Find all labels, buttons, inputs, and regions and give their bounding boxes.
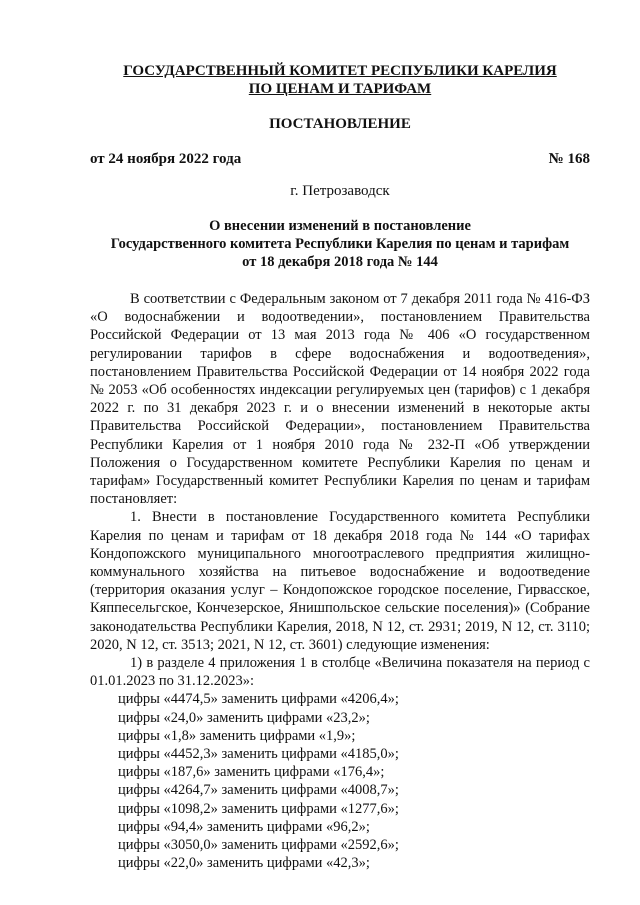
replacement-item: цифры «22,0» заменить цифрами «42,3»; [118,855,370,872]
document-type-title: ПОСТАНОВЛЕНИЕ [269,116,411,132]
replacement-item: цифры «24,0» заменить цифрами «23,2»; [118,709,370,726]
replacement-item: цифры «187,6» заменить цифрами «176,4»; [118,764,385,781]
organization-name-line-2: ПО ЦЕНАМ И ТАРИФАМ [248,81,432,97]
document-number: № 168 [548,151,590,167]
replacement-item: цифры «4474,5» заменить цифрами «4206,4»; [118,691,399,708]
subject-line-2: Государственного комитета Республики Карелия по ценам и тарифам [110,236,570,252]
replacement-item: цифры «4452,3» заменить цифрами «4185,0»; [118,746,399,763]
point-1-paragraph: 1. Внести в постановление Государственного комитета Республики Карелия по ценам и тарифам от 18 декабря 2018 года № 144 «О тарифах Кондопожского муниципального многоотраслевого предприятия жилищно-коммунального хозяйства на питьевое водоснабжение и водоотведение (территория оказания услуг – Кондопожское городское поселение, Гирвасское, Кяппесельгское, Кончезерское, Янишпольское сельские поселения)» (Собрание законодательства Республики Карелия, 2018, N 12, ст. 2931; 2019, N 12, ст. 3110; 2020, N 12, ст. 3513; 2021, N 12, ст. 3601) следующие изменения: [90,509,590,653]
city-line: г. Петрозаводск [290,183,390,199]
document-body [90,290,590,873]
subject-line-3: от 18 декабря 2018 года № 144 [242,254,438,270]
replacement-item: цифры «3050,0» заменить цифрами «2592,6»; [118,837,399,854]
preamble-paragraph: В соответствии с Федеральным законом от 7 декабря 2011 года № 416-ФЗ «О водоснабжении и водоотведении», постановлением Правительства Российской Федерации от 13 мая 2013 года № 406 «О государственном регулировании тарифов в сфере водоснабжения и водоотведения», постановлением Правительства Российской Федерации от 14 ноября 2022 года № 2053 «Об особенностях индексации регулируемых цен (тарифов) с 1 декабря 2022 г. по 31 декабря 2023 г. и о внесении изменений в некоторые акты Правительства Российской Федерации», постановлением Правительства Республики Карелия от 1 ноября 2010 года № 232-П «Об утверждении Положения о Государственном комитете Республики Карелия по ценам и тарифам» Государственный комитет Республики Карелия по ценам и тарифам постановляет: [90,291,590,508]
subject-line-1: О внесении изменений в постановление [209,218,471,234]
replacement-item: цифры «4264,7» заменить цифрами «4008,7»; [118,782,399,799]
replacement-item: цифры «1,8» заменить цифрами «1,9»; [118,727,356,744]
organization-name-line-1: ГОСУДАРСТВЕННЫЙ КОМИТЕТ РЕСПУБЛИКИ КАРЕЛИЯ [123,63,557,79]
replacement-item: цифры «1098,2» заменить цифрами «1277,6»; [118,800,399,817]
document-date: от 24 ноября 2022 года [90,151,242,167]
date-number-line [90,150,590,168]
subpoint-1-paragraph: 1) в разделе 4 приложения 1 в столбце «Величина показателя на период с 01.01.2023 по 31.12.2023»: [90,655,590,690]
replacement-item: цифры «94,4» заменить цифрами «96,2»; [118,818,370,835]
